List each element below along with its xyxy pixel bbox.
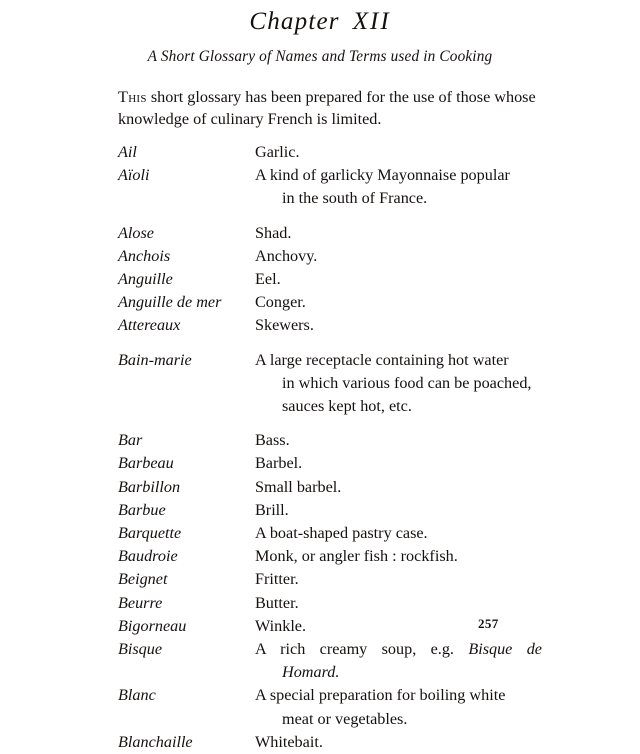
glossary-definition <box>255 568 542 591</box>
chapter-subtitle: A Short Glossary of Names and Terms used in Cooking <box>147 48 493 65</box>
definition-italic-term: Bisque de <box>468 640 542 659</box>
definition-line: Eel. <box>255 270 281 289</box>
glossary-term: Barbeau <box>118 454 174 473</box>
definition-line: Garlic. <box>255 143 300 161</box>
glossary-definition <box>255 684 542 730</box>
intro-paragraph <box>0 66 640 130</box>
glossary-definition <box>255 349 542 419</box>
definition-line <box>255 661 542 684</box>
glossary-entry <box>0 314 640 337</box>
glossary-list <box>0 130 640 754</box>
definition-line: Skewers. <box>255 316 314 335</box>
glossary-definition <box>255 164 542 210</box>
definition-line: Brill. <box>255 500 289 519</box>
definition-line: Anchovy. <box>255 246 318 265</box>
glossary-entry <box>0 141 640 164</box>
glossary-definition <box>255 245 542 268</box>
glossary-definition <box>255 499 542 522</box>
glossary-entry <box>0 684 640 730</box>
glossary-term: Beignet <box>118 570 168 589</box>
definition-line: Conger. <box>255 293 306 312</box>
glossary-entry <box>0 499 640 522</box>
glossary-definition <box>255 476 542 499</box>
glossary-term: Ail <box>118 143 137 161</box>
chapter-title <box>0 0 640 36</box>
glossary-entry <box>0 245 640 268</box>
glossary-term: Beurre <box>118 593 163 612</box>
glossary-definition <box>255 268 542 291</box>
definition-line: A rich creamy soup, e.g. Bisque de <box>255 640 542 659</box>
definition-line: Barbel. <box>255 454 303 473</box>
definition-line: Whitebait. <box>255 732 323 751</box>
glossary-term: Blanchaille <box>118 732 193 751</box>
glossary-term: Barbillon <box>118 477 181 496</box>
definition-line: in which various food can be poached, <box>282 373 532 392</box>
intro-leading-word: This <box>118 88 147 106</box>
definition-line: Bass. <box>255 431 290 450</box>
glossary-term: Anguille <box>118 270 173 289</box>
glossary-definition <box>255 222 542 245</box>
definition-line: Monk, or angler fish : rockfish. <box>255 547 458 566</box>
definition-line: A kind of garlicky Mayonnaise popular <box>255 166 510 185</box>
glossary-entry <box>0 615 640 638</box>
glossary-definition <box>255 314 542 337</box>
glossary-entry <box>0 349 640 419</box>
glossary-term: Bain-marie <box>118 350 192 369</box>
definition-line: A boat-shaped pastry case. <box>255 524 428 543</box>
glossary-term: Alose <box>118 223 154 242</box>
glossary-term: Bigorneau <box>118 616 187 635</box>
glossary-entry <box>0 731 640 754</box>
glossary-entry <box>0 268 640 291</box>
definition-line: sauces kept hot, etc. <box>282 397 412 416</box>
chapter-numeral: XII <box>352 8 391 35</box>
glossary-term: Anchois <box>118 246 171 265</box>
glossary-term: Baudroie <box>118 547 178 566</box>
glossary-definition <box>255 731 542 754</box>
intro-body-text: short glossary has been prepared for the use of those whose knowledge of culinary French is limited. <box>118 88 536 128</box>
glossary-term: Anguille de mer <box>118 293 222 312</box>
glossary-definition <box>255 545 542 568</box>
glossary-entry <box>0 476 640 499</box>
page-number: 257 <box>478 616 499 631</box>
glossary-entry <box>0 568 640 591</box>
definition-line: Winkle. <box>255 616 307 635</box>
glossary-definition <box>255 291 542 314</box>
definition-line: A large receptacle containing hot water <box>255 350 509 369</box>
definition-line: meat or vegetables. <box>282 709 408 728</box>
glossary-term: Blanc <box>118 686 156 705</box>
definition-line: Small barbel. <box>255 477 342 496</box>
glossary-term: Attereaux <box>118 316 181 335</box>
glossary-definition <box>255 522 542 545</box>
glossary-entry <box>0 291 640 314</box>
glossary-definition <box>255 141 542 164</box>
glossary-entry <box>0 592 640 615</box>
glossary-definition <box>255 429 542 452</box>
glossary-term: Bar <box>118 431 143 450</box>
glossary-term: Barquette <box>118 524 182 543</box>
definition-line: Fritter. <box>255 570 299 589</box>
glossary-entry <box>0 164 640 210</box>
definition-italic-term: Homard. <box>282 663 340 682</box>
definition-line: A special preparation for boiling white <box>255 686 506 705</box>
glossary-definition <box>255 592 542 615</box>
glossary-term: Bisque <box>118 640 163 659</box>
glossary-entry <box>0 429 640 452</box>
glossary-entry <box>0 222 640 245</box>
glossary-term: Barbue <box>118 500 166 519</box>
glossary-entry <box>0 638 640 684</box>
definition-line: in the south of France. <box>282 189 428 208</box>
definition-line: Butter. <box>255 593 299 612</box>
glossary-entry <box>0 522 640 545</box>
chapter-label: Chapter <box>249 8 340 35</box>
definition-line: Shad. <box>255 223 292 242</box>
glossary-entry <box>0 545 640 568</box>
glossary-term: Aïoli <box>118 166 150 185</box>
glossary-definition <box>255 638 542 684</box>
glossary-entry <box>0 452 640 475</box>
glossary-definition <box>255 452 542 475</box>
